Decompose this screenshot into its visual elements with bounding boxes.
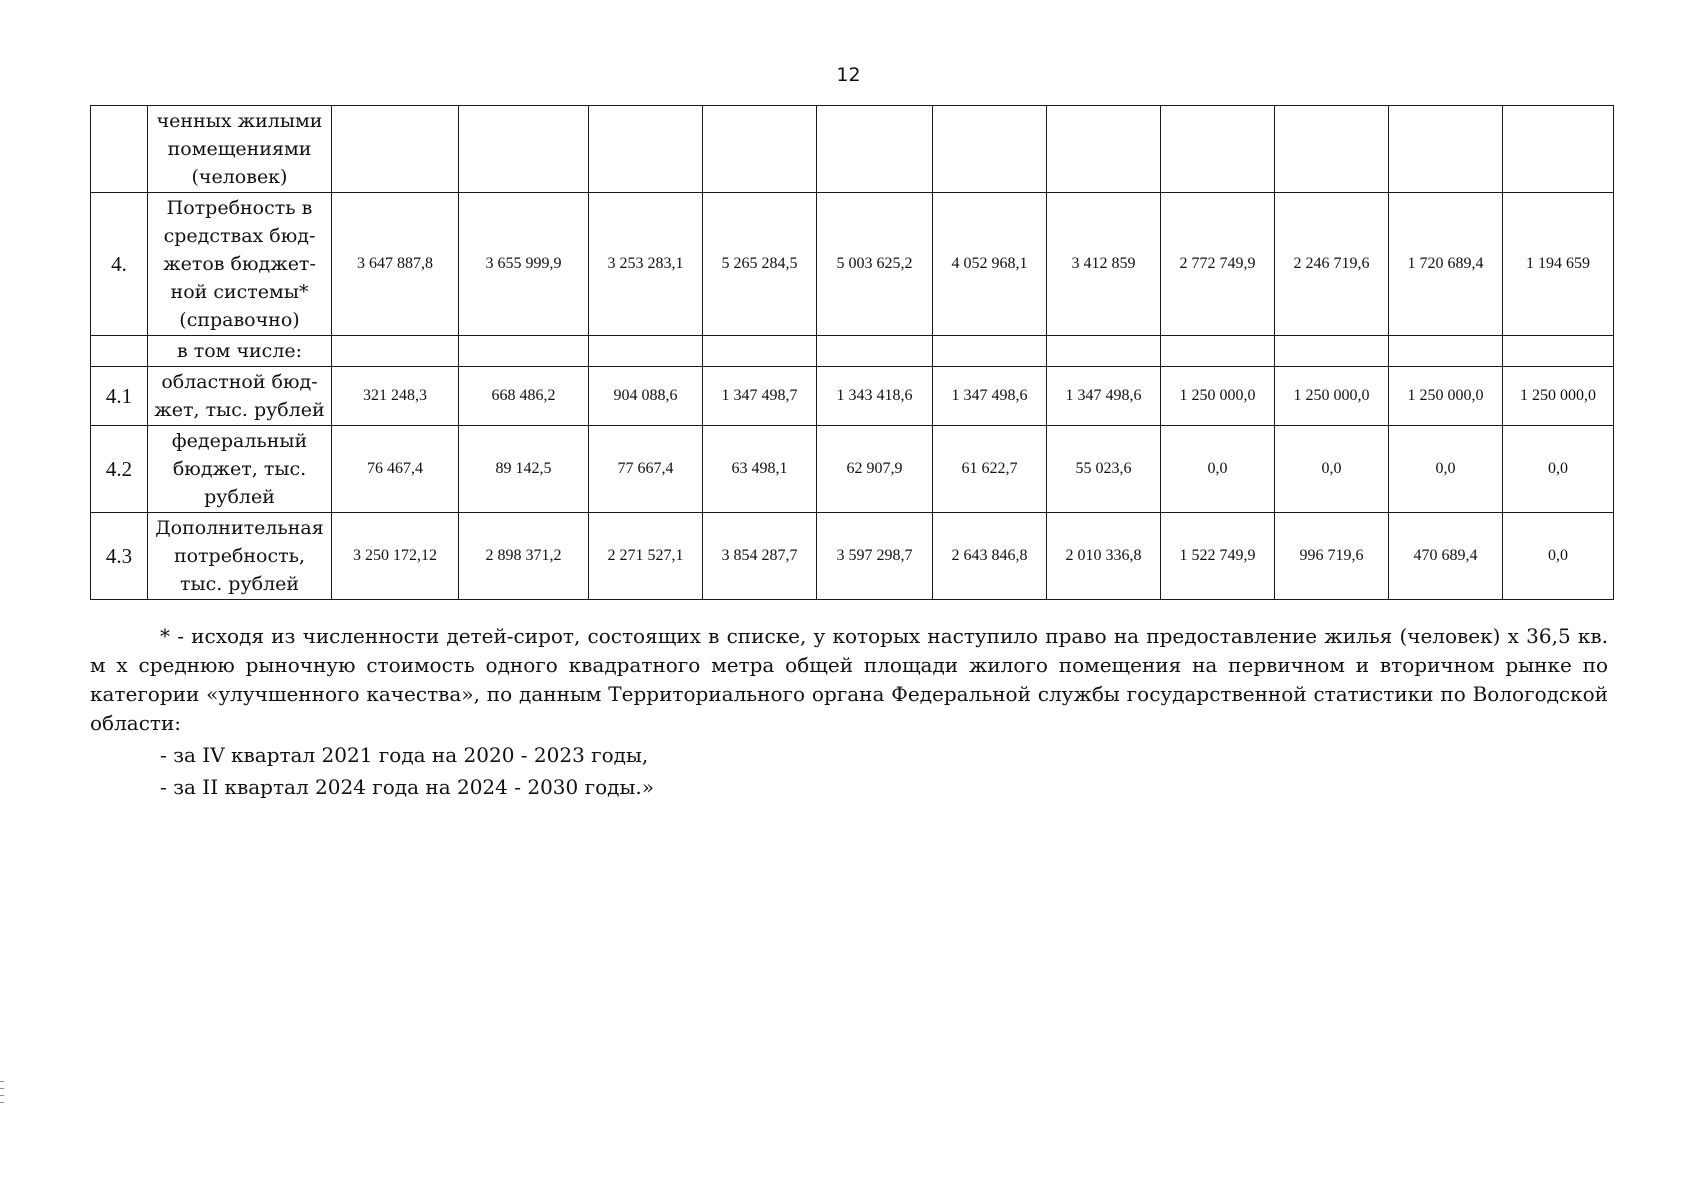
table-cell [1275,106,1389,193]
table-cell: 62 907,9 [817,426,933,513]
table-cell: 5 003 625,2 [817,193,933,336]
table-cell [459,106,589,193]
table-cell: 1 343 418,6 [817,367,933,426]
table-cell: 5 265 284,5 [703,193,817,336]
table-cell: 0,0 [1389,426,1503,513]
row-number [91,336,148,367]
table-cell [933,336,1047,367]
table-cell [933,106,1047,193]
row-number: 4.2 [91,426,148,513]
footnote-item: - за II квартал 2024 года на 2024 - 2030 годы.» [160,775,654,799]
table-cell: 1 720 689,4 [1389,193,1503,336]
table-cell [1275,336,1389,367]
table-cell [817,106,933,193]
table-cell [1503,106,1614,193]
table-cell: 1 194 659 [1503,193,1614,336]
table-cell [1161,336,1275,367]
table-cell [817,336,933,367]
row-number: 4. [91,193,148,336]
table-cell: 1 250 000,0 [1389,367,1503,426]
footnote-item: - за IV квартал 2021 года на 2020 - 2023 годы, [160,743,649,767]
margin-ticks: — — — — [0,1077,5,1106]
table-cell: 470 689,4 [1389,513,1503,600]
table-cell: 2 643 846,8 [933,513,1047,600]
row-number [91,106,148,193]
row-number: 4.1 [91,367,148,426]
table-cell [459,336,589,367]
table-cell: 3 647 887,8 [332,193,459,336]
table-row [91,106,1614,193]
row-label: областной бюд-жет, тыс. рублей [148,367,332,426]
row-label: федеральный бюджет, тыс. рублей [148,426,332,513]
table-cell [1047,106,1161,193]
table-cell [1047,336,1161,367]
table-cell [1389,106,1503,193]
table-cell: 1 347 498,6 [1047,367,1161,426]
table-cell: 996 719,6 [1275,513,1389,600]
table-cell: 2 772 749,9 [1161,193,1275,336]
row-label: Дополнительная потребность, тыс. рублей [148,513,332,600]
table-cell: 668 486,2 [459,367,589,426]
table-cell: 1 250 000,0 [1503,367,1614,426]
table-cell: 1 347 498,7 [703,367,817,426]
table-cell [703,336,817,367]
table-cell: 2 010 336,8 [1047,513,1161,600]
table-cell: 0,0 [1503,426,1614,513]
table-cell [703,106,817,193]
table-cell [332,106,459,193]
row-label: в том числе: [148,336,332,367]
table-row [91,367,1614,426]
table-cell: 77 667,4 [589,426,703,513]
table-cell [332,336,459,367]
table-row [91,513,1614,600]
table-cell: 1 250 000,0 [1161,367,1275,426]
table-cell: 63 498,1 [703,426,817,513]
table-cell: 2 246 719,6 [1275,193,1389,336]
row-label: Потребность в средствах бюд-жетов бюджет-ной системы* (справочно) [148,193,332,336]
table-cell [1389,336,1503,367]
table-cell: 0,0 [1503,513,1614,600]
table-row [91,193,1614,336]
footnote [90,622,1608,802]
table-cell [589,106,703,193]
row-number: 4.3 [91,513,148,600]
table-cell [589,336,703,367]
table-cell: 3 854 287,7 [703,513,817,600]
table-cell: 1 250 000,0 [1275,367,1389,426]
table-cell: 3 412 859 [1047,193,1161,336]
table-cell [1503,336,1614,367]
table-cell: 2 898 371,2 [459,513,589,600]
table-cell: 1 347 498,6 [933,367,1047,426]
table-cell: 61 622,7 [933,426,1047,513]
page-number: 12 [836,64,861,86]
table-cell: 55 023,6 [1047,426,1161,513]
table-row [91,336,1614,367]
table-cell: 3 655 999,9 [459,193,589,336]
table-cell: 3 597 298,7 [817,513,933,600]
table-row [91,426,1614,513]
table-cell: 1 522 749,9 [1161,513,1275,600]
table-cell: 2 271 527,1 [589,513,703,600]
table-cell: 76 467,4 [332,426,459,513]
table-cell: 904 088,6 [589,367,703,426]
budget-table [90,105,1614,600]
table-cell: 3 250 172,12 [332,513,459,600]
table-cell: 4 052 968,1 [933,193,1047,336]
table-cell: 3 253 283,1 [589,193,703,336]
row-label: ченных жилыми помещениями (человек) [148,106,332,193]
table-cell: 89 142,5 [459,426,589,513]
table-cell: 321 248,3 [332,367,459,426]
table-cell: 0,0 [1161,426,1275,513]
footnote-text: * - исходя из численности детей-сирот, состоящих в списке, у которых наступило право на предоставление жилья (человек) х 36,5 кв. м х среднюю рыночную стоимость одного квадратного метра общей площади жилого помещения на первичном и вторичном рынке по категории «улучшенного качества», по данным Территориального органа Федеральной службы государственной статистики по Вологодской области: [90,624,1608,735]
table-cell [1161,106,1275,193]
table-cell: 0,0 [1275,426,1389,513]
table-body [91,106,1614,600]
